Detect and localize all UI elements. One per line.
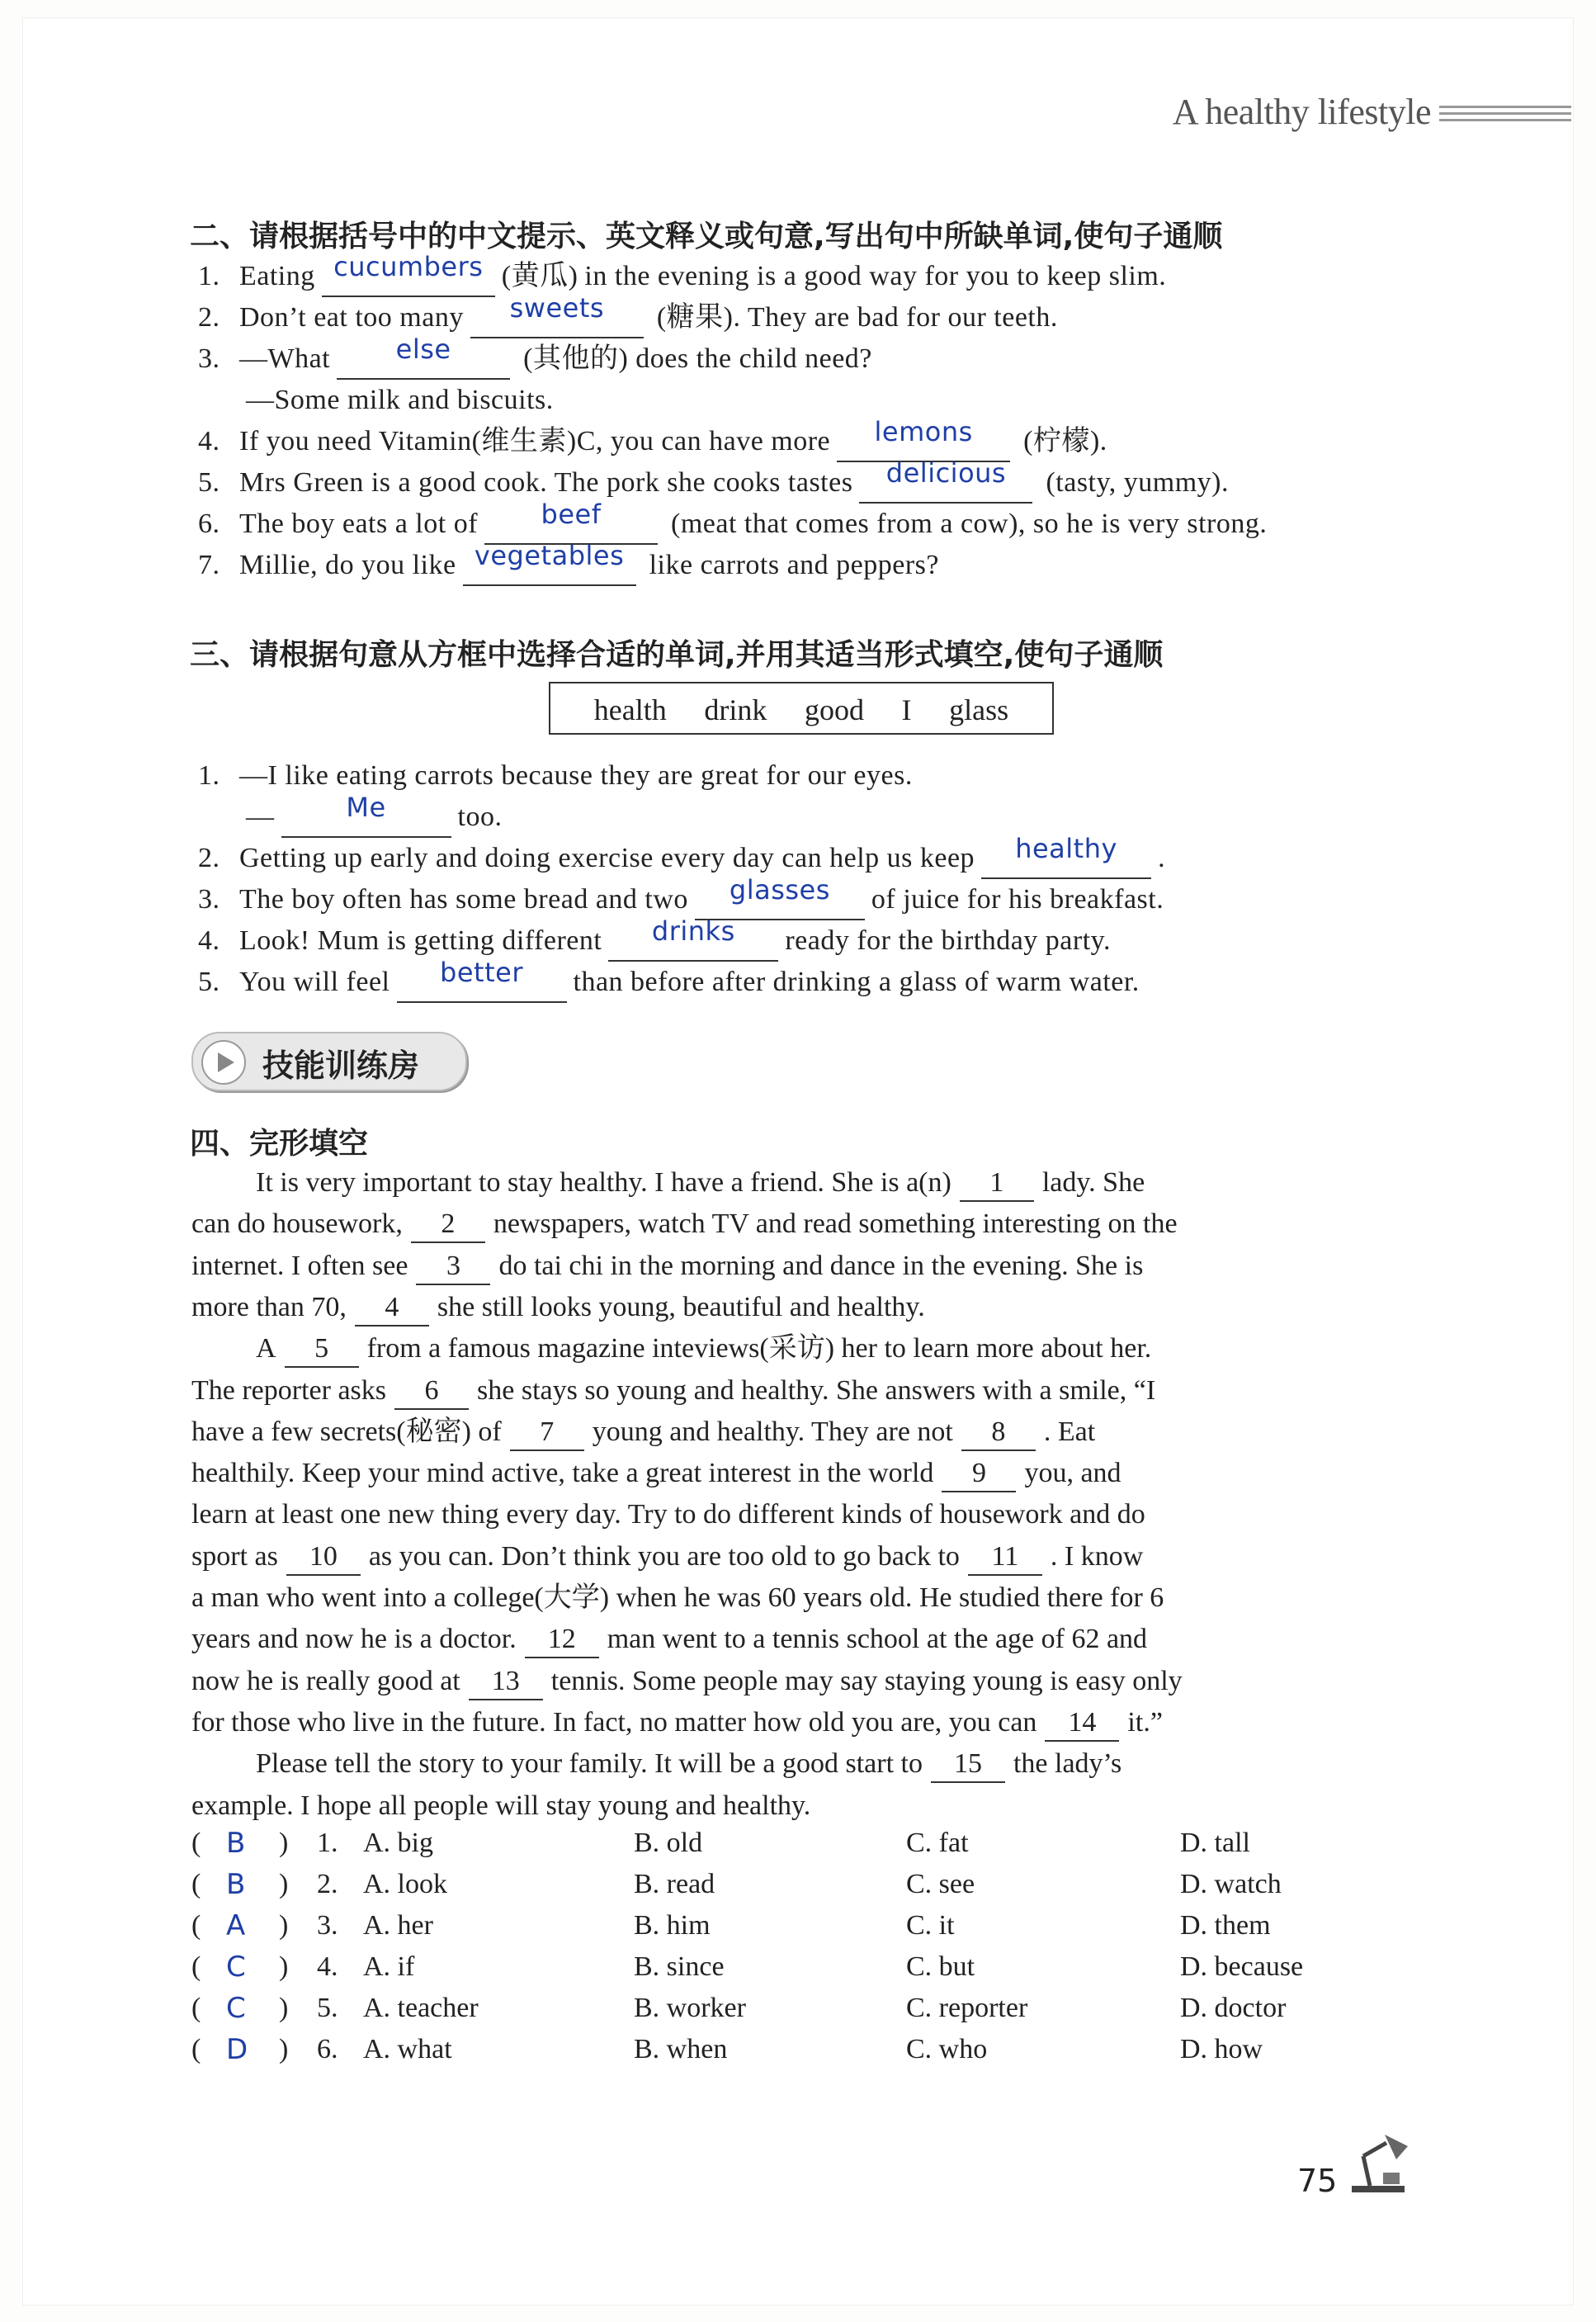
exercise-line (198, 957, 1140, 1003)
passage-text: have a few secrets(秘密) of (191, 1416, 502, 1447)
item-number: 2. (198, 843, 220, 873)
answer-blank[interactable] (859, 457, 1032, 504)
option-c[interactable]: C. see (906, 1869, 975, 1899)
passage-text: she still looks young, beautiful and healthy. (437, 1291, 925, 1322)
header-title: A healthy lifestyle (1172, 92, 1431, 132)
exercise-line (246, 792, 503, 838)
paren: ( (191, 1951, 201, 1982)
option-a[interactable]: A. what (363, 2034, 452, 2064)
passage-text: can do housework, (191, 1208, 403, 1240)
answer-blank[interactable] (463, 540, 636, 586)
selected-answer: A (226, 1909, 246, 1942)
paren: ( (191, 2034, 201, 2064)
handwritten-answer: else (395, 333, 451, 365)
passage-line (256, 1162, 1145, 1204)
sentence-start: The boy eats a lot of (239, 508, 479, 539)
chinese-hint: (黄瓜) (501, 261, 578, 291)
passage-text: The reporter asks (191, 1374, 387, 1406)
passage-text: it.” (1127, 1706, 1163, 1738)
option-b[interactable]: B. him (634, 1910, 711, 1941)
exercise-line (198, 292, 1058, 338)
cloze-blank[interactable]: 9 (942, 1456, 1016, 1492)
word-box-word: drink (704, 693, 767, 726)
option-d[interactable]: D. tall (1180, 1828, 1250, 1858)
paren: ( (191, 1828, 201, 1858)
option-a[interactable]: A. her (363, 1910, 433, 1941)
exercise-line (198, 333, 872, 380)
option-a[interactable]: A. look (363, 1869, 447, 1899)
option-b[interactable]: B. old (634, 1828, 703, 1858)
cloze-blank[interactable]: 5 (285, 1331, 359, 1368)
option-d[interactable]: D. them (1180, 1910, 1271, 1941)
sentence-start: Look! Mum is getting different (239, 925, 602, 956)
option-number: 5. (317, 1993, 338, 2023)
exercise-line (198, 457, 1229, 504)
exercise-line (198, 833, 1166, 879)
cloze-blank[interactable]: 10 (286, 1539, 361, 1576)
sentence-start: —What (239, 343, 331, 374)
handwritten-answer: lemons (874, 416, 973, 447)
passage-line (256, 1328, 1151, 1369)
passage-line (191, 1702, 1163, 1743)
skill-banner-label: 技能训练房 (262, 1048, 420, 1084)
cloze-blank[interactable]: 8 (961, 1415, 1036, 1451)
sentence-end: of juice for his breakfast. (871, 884, 1164, 915)
passage-text: a man who went into a college(大学) when he was 60 years old. He studied there for 6 (191, 1582, 1164, 1613)
cloze-blank[interactable]: 13 (469, 1664, 543, 1700)
passage-text: newspapers, watch TV and read something interesting on the (493, 1208, 1178, 1240)
sentence-end: too. (457, 802, 503, 832)
passage-text: . I know (1050, 1540, 1144, 1572)
cloze-blank[interactable]: 2 (411, 1207, 485, 1243)
option-b[interactable]: B. read (634, 1869, 715, 1899)
cloze-blank[interactable]: 7 (510, 1415, 584, 1451)
item-number: 7. (198, 550, 220, 580)
passage-text: It is very important to stay healthy. I have a friend. She is a(n) (256, 1167, 951, 1198)
handwritten-answer: cucumbers (333, 251, 484, 282)
answer-blank[interactable] (981, 833, 1151, 879)
selected-answer: D (226, 2033, 248, 2066)
passage-line (191, 1577, 1164, 1619)
sentence-start: You will feel (239, 967, 390, 997)
paren: ) (279, 1828, 289, 1858)
passage-text: internet. I often see (191, 1250, 408, 1281)
passage-text: years and now he is a doctor. (191, 1624, 517, 1655)
handwritten-answer: vegetables (474, 540, 625, 571)
paren: ) (279, 1993, 289, 2023)
passage-text: do tai chi in the morning and dance in the evening. She is (498, 1250, 1144, 1281)
option-a[interactable]: A. if (363, 1951, 415, 1982)
handwritten-answer: healthy (1015, 833, 1117, 864)
skill-banner (191, 1032, 467, 1091)
passage-line (191, 1453, 1121, 1494)
item-number: 4. (198, 426, 220, 456)
header-decoration (1439, 106, 1571, 129)
option-c[interactable]: C. fat (906, 1828, 969, 1858)
passage-text: Please tell the story to your family. It will be a good start to (256, 1748, 923, 1780)
selected-answer: B (226, 1868, 246, 1901)
paren: ) (279, 1869, 289, 1899)
passage-text: A (256, 1333, 276, 1364)
paren: ( (191, 1910, 201, 1941)
passage-line (191, 1494, 1145, 1535)
section3-title: 三、请根据句意从方框中选择合适的单词,并用其适当形式填空,使句子通顺 (190, 638, 1164, 672)
passage-line (191, 1204, 1178, 1245)
passage-text: man went to a tennis school at the age of 62 and (607, 1624, 1148, 1655)
exercise-line (246, 380, 554, 421)
passage-text: . Eat (1043, 1416, 1096, 1447)
option-d[interactable]: D. because (1180, 1951, 1304, 1982)
passage-line (256, 1743, 1121, 1785)
sentence-start: If you need Vitamin(维生素)C, you can have more (239, 426, 831, 456)
item-number: 1. (198, 261, 220, 291)
passage-text: example. I hope all people will stay young and healthy. (191, 1790, 811, 1821)
passage-text: young and healthy. They are not (592, 1416, 953, 1447)
sentence-end: (tasty, yummy). (1046, 467, 1229, 498)
selected-answer: C (226, 1951, 246, 1984)
passage-text: you, and (1024, 1458, 1121, 1489)
page-number: 75 (1297, 2163, 1338, 2199)
sentence-start: —I like eating carrots because they are great for our eyes. (239, 760, 913, 791)
sentence-start: — (246, 802, 275, 832)
word-box-word: health (593, 693, 667, 726)
handwritten-answer: beef (541, 499, 602, 530)
passage-text: she stays so young and healthy. She answers with a smile, “I (477, 1374, 1156, 1406)
answer-blank[interactable] (337, 333, 510, 380)
item-number: 4. (198, 925, 220, 956)
option-c[interactable]: C. reporter (906, 1993, 1028, 2023)
cloze-blank[interactable]: 12 (525, 1622, 599, 1658)
passage-text: now he is really good at (191, 1665, 460, 1696)
sentence-start: The boy often has some bread and two (239, 884, 688, 915)
section2-title: 二、请根据括号中的中文提示、英文释义或句意,写出句中所缺单词,使句子通顺 (190, 220, 1223, 253)
passage-text: the lady’s (1013, 1748, 1122, 1780)
word-box-word: I (901, 693, 912, 726)
sentence-start: —Some milk and biscuits. (246, 385, 554, 415)
sentence-start: Millie, do you like (239, 550, 456, 580)
sentence-end: (其他的) does the child need? (523, 343, 872, 374)
option-d[interactable]: D. how (1180, 2034, 1263, 2064)
item-number: 6. (198, 508, 220, 539)
option-number: 6. (317, 2034, 338, 2064)
exercise-line (198, 251, 1167, 297)
word-box-word: glass (949, 693, 1009, 726)
handwritten-answer: better (440, 957, 523, 988)
passage-text: from a famous magazine inteviews(采访) her to learn more about her. (366, 1333, 1152, 1364)
item-number: 5. (198, 967, 220, 997)
option-a[interactable]: A. teacher (363, 1993, 479, 2023)
item-number: 5. (198, 467, 220, 498)
selected-answer: B (226, 1827, 246, 1860)
option-b[interactable]: B. when (634, 2034, 728, 2064)
passage-text: tennis. Some people may say staying young is easy only (550, 1665, 1183, 1696)
passage-line (191, 1619, 1147, 1660)
exercise-line (198, 540, 939, 586)
paren: ( (191, 1869, 201, 1899)
passage-text: learn at least one new thing every day. Try to do different kinds of housework and do (191, 1499, 1145, 1530)
cloze-blank[interactable]: 3 (416, 1249, 490, 1285)
sentence-end: . (1158, 843, 1166, 873)
option-number: 3. (317, 1910, 338, 1941)
cloze-blank[interactable]: 14 (1045, 1705, 1119, 1742)
sentence-end: ready for the birthday party. (785, 925, 1111, 956)
cloze-blank[interactable]: 15 (931, 1747, 1005, 1783)
paren: ) (279, 1910, 289, 1941)
desk-lamp-icon (1345, 2131, 1411, 2197)
passage-text: healthily. Keep your mind active, take a great interest in the world (191, 1458, 934, 1489)
item-number: 2. (198, 302, 220, 333)
option-d[interactable]: D. watch (1180, 1869, 1282, 1899)
section4-title: 四、完形填空 (190, 1127, 369, 1161)
passage-text: more than 70, (191, 1291, 347, 1322)
cloze-blank[interactable]: 4 (355, 1290, 429, 1327)
answer-blank[interactable] (608, 915, 778, 962)
handwritten-answer: sweets (509, 292, 605, 324)
selected-answer: C (226, 1992, 246, 2025)
option-b[interactable]: B. worker (634, 1993, 746, 2023)
sentence-end: (柠檬). (1023, 426, 1107, 456)
passage-line (191, 1287, 925, 1328)
passage-text: as you can. Don’t think you are too old to go back to (368, 1540, 960, 1572)
handwritten-answer: drinks (651, 915, 735, 947)
paren: ) (279, 1951, 289, 1982)
handwritten-answer: delicious (885, 457, 1007, 489)
passage-line (191, 1536, 1143, 1577)
option-a[interactable]: A. big (363, 1828, 433, 1858)
cloze-blank[interactable]: 6 (394, 1374, 469, 1410)
exercise-line (198, 499, 1268, 545)
sentence-start: Mrs Green is a good cook. The pork she cooks tastes (239, 467, 853, 498)
option-c[interactable]: C. it (906, 1910, 955, 1941)
word-box-word: good (804, 693, 864, 726)
sentence-end: than before after drinking a glass of warm water. (573, 967, 1140, 997)
option-number: 1. (317, 1828, 338, 1858)
passage-line (191, 1370, 1155, 1412)
option-c[interactable]: C. who (906, 2034, 988, 2064)
option-d[interactable]: D. doctor (1180, 1993, 1287, 2023)
sentence-start: Getting up early and doing exercise every day can help us keep (239, 843, 975, 873)
item-number: 3. (198, 884, 220, 915)
paren: ) (279, 2034, 289, 2064)
answer-blank[interactable] (322, 251, 495, 297)
option-b[interactable]: B. since (634, 1951, 725, 1982)
exercise-line (198, 915, 1111, 962)
cloze-blank[interactable]: 1 (960, 1166, 1034, 1202)
passage-line (191, 1412, 1095, 1453)
item-number: 1. (198, 760, 220, 791)
option-number: 4. (317, 1951, 338, 1982)
passage-text: sport as (191, 1540, 278, 1572)
item-number: 3. (198, 343, 220, 374)
paren: ( (191, 1993, 201, 2023)
option-c[interactable]: C. but (906, 1951, 975, 1982)
passage-line (191, 1785, 810, 1827)
handwritten-answer: Me (346, 792, 386, 823)
passage-line (191, 1246, 1143, 1287)
passage-text: for those who live in the future. In fact, no matter how old you are, you can (191, 1706, 1037, 1738)
play-icon (201, 1040, 246, 1085)
passage-line (191, 1661, 1183, 1702)
handwritten-answer: glasses (729, 874, 830, 906)
sentence-start: Don’t eat too many (239, 302, 464, 333)
passage-text: lady. She (1041, 1167, 1145, 1198)
sentence-start: Eating (239, 261, 315, 291)
answer-blank[interactable] (397, 957, 567, 1003)
cloze-blank[interactable]: 11 (968, 1539, 1042, 1576)
word-box (549, 682, 1054, 735)
option-number: 2. (317, 1869, 338, 1899)
sentence-end: (糖果). They are bad for our teeth. (656, 302, 1058, 333)
sentence-end: (meat that comes from a cow), so he is very strong. (671, 508, 1268, 539)
answer-blank[interactable] (281, 792, 451, 838)
sentence-end: like carrots and peppers? (649, 550, 939, 580)
sentence-end: in the evening is a good way for you to keep slim. (584, 261, 1167, 291)
